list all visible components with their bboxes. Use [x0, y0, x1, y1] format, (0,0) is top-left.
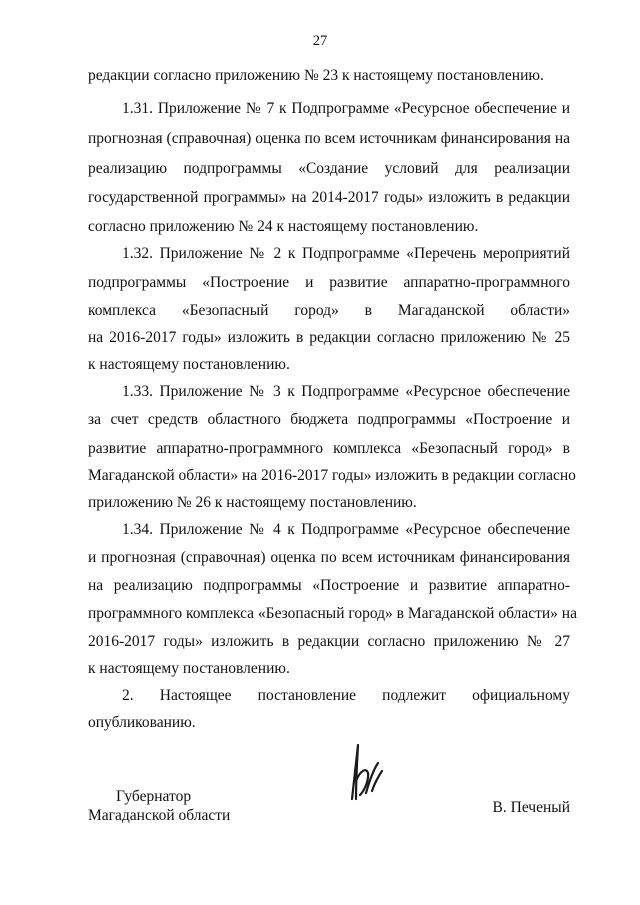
body-line: государственной программы» на 2014-2017 годы» изложить в редакции: [88, 189, 570, 206]
body-line: редакции согласно приложению № 23 к настоящему постановлению.: [88, 67, 544, 84]
handwritten-signature: [346, 741, 386, 805]
body-line: подпрограммы «Построение и развитие аппаратно-программного: [88, 274, 570, 291]
paragraph-2-first-line: 2. Настоящее постановление подлежит официальному: [122, 687, 570, 704]
signatory-title-line1: Губернатор: [116, 788, 192, 805]
body-line: на реализацию подпрограммы «Построение и развитие аппаратно-: [88, 577, 570, 594]
body-line: приложению № 26 к настоящему постановлению.: [88, 494, 417, 511]
body-line: комплекса «Безопасный город» в Магаданской области»: [88, 302, 570, 319]
paragraph-1-34-first-line: 1.34. Приложение № 4 к Подпрограмме «Ресурсное обеспечение: [122, 521, 570, 538]
body-line: опубликованию.: [88, 714, 196, 731]
body-line: реализацию подпрограммы «Создание условий для реализации: [88, 160, 570, 177]
body-line: на 2016-2017 годы» изложить в редакции согласно приложению № 25: [88, 329, 570, 346]
body-line: программного комплекса «Безопасный город» в Магаданской области» на: [88, 605, 577, 622]
body-line: прогнозная (справочная) оценка по всем источникам финансирования на: [88, 130, 570, 147]
body-line: к настоящему постановлению.: [88, 356, 290, 373]
signatory-title-line2: Магаданской области: [88, 807, 231, 824]
paragraph-1-33-first-line: 1.33. Приложение № 3 к Подпрограмме «Ресурсное обеспечение: [122, 383, 570, 400]
body-line: к настоящему постановлению.: [88, 660, 290, 677]
paragraph-1-31-first-line: 1.31. Приложение № 7 к Подпрограмме «Ресурсное обеспечение и: [122, 100, 570, 117]
body-line: Магаданской области» на 2016-2017 годы» изложить в редакции согласно: [88, 467, 576, 484]
paragraph-1-32-first-line: 1.32. Приложение № 2 к Подпрограмме «Перечень мероприятий: [122, 245, 570, 262]
body-line: и прогнозная (справочная) оценка по всем источникам финансирования: [88, 549, 570, 566]
body-line: согласно приложению № 24 к настоящему постановлению.: [88, 218, 479, 235]
body-line: за счет средств областного бюджета подпрограммы «Построение и: [88, 411, 570, 428]
body-line: развитие аппаратно-программного комплекса «Безопасный город» в: [88, 440, 570, 457]
signatory-name: В. Печеный: [492, 799, 570, 816]
body-line: 2016-2017 годы» изложить в редакции согласно приложению № 27: [88, 633, 570, 650]
page-number: 27: [312, 33, 328, 49]
